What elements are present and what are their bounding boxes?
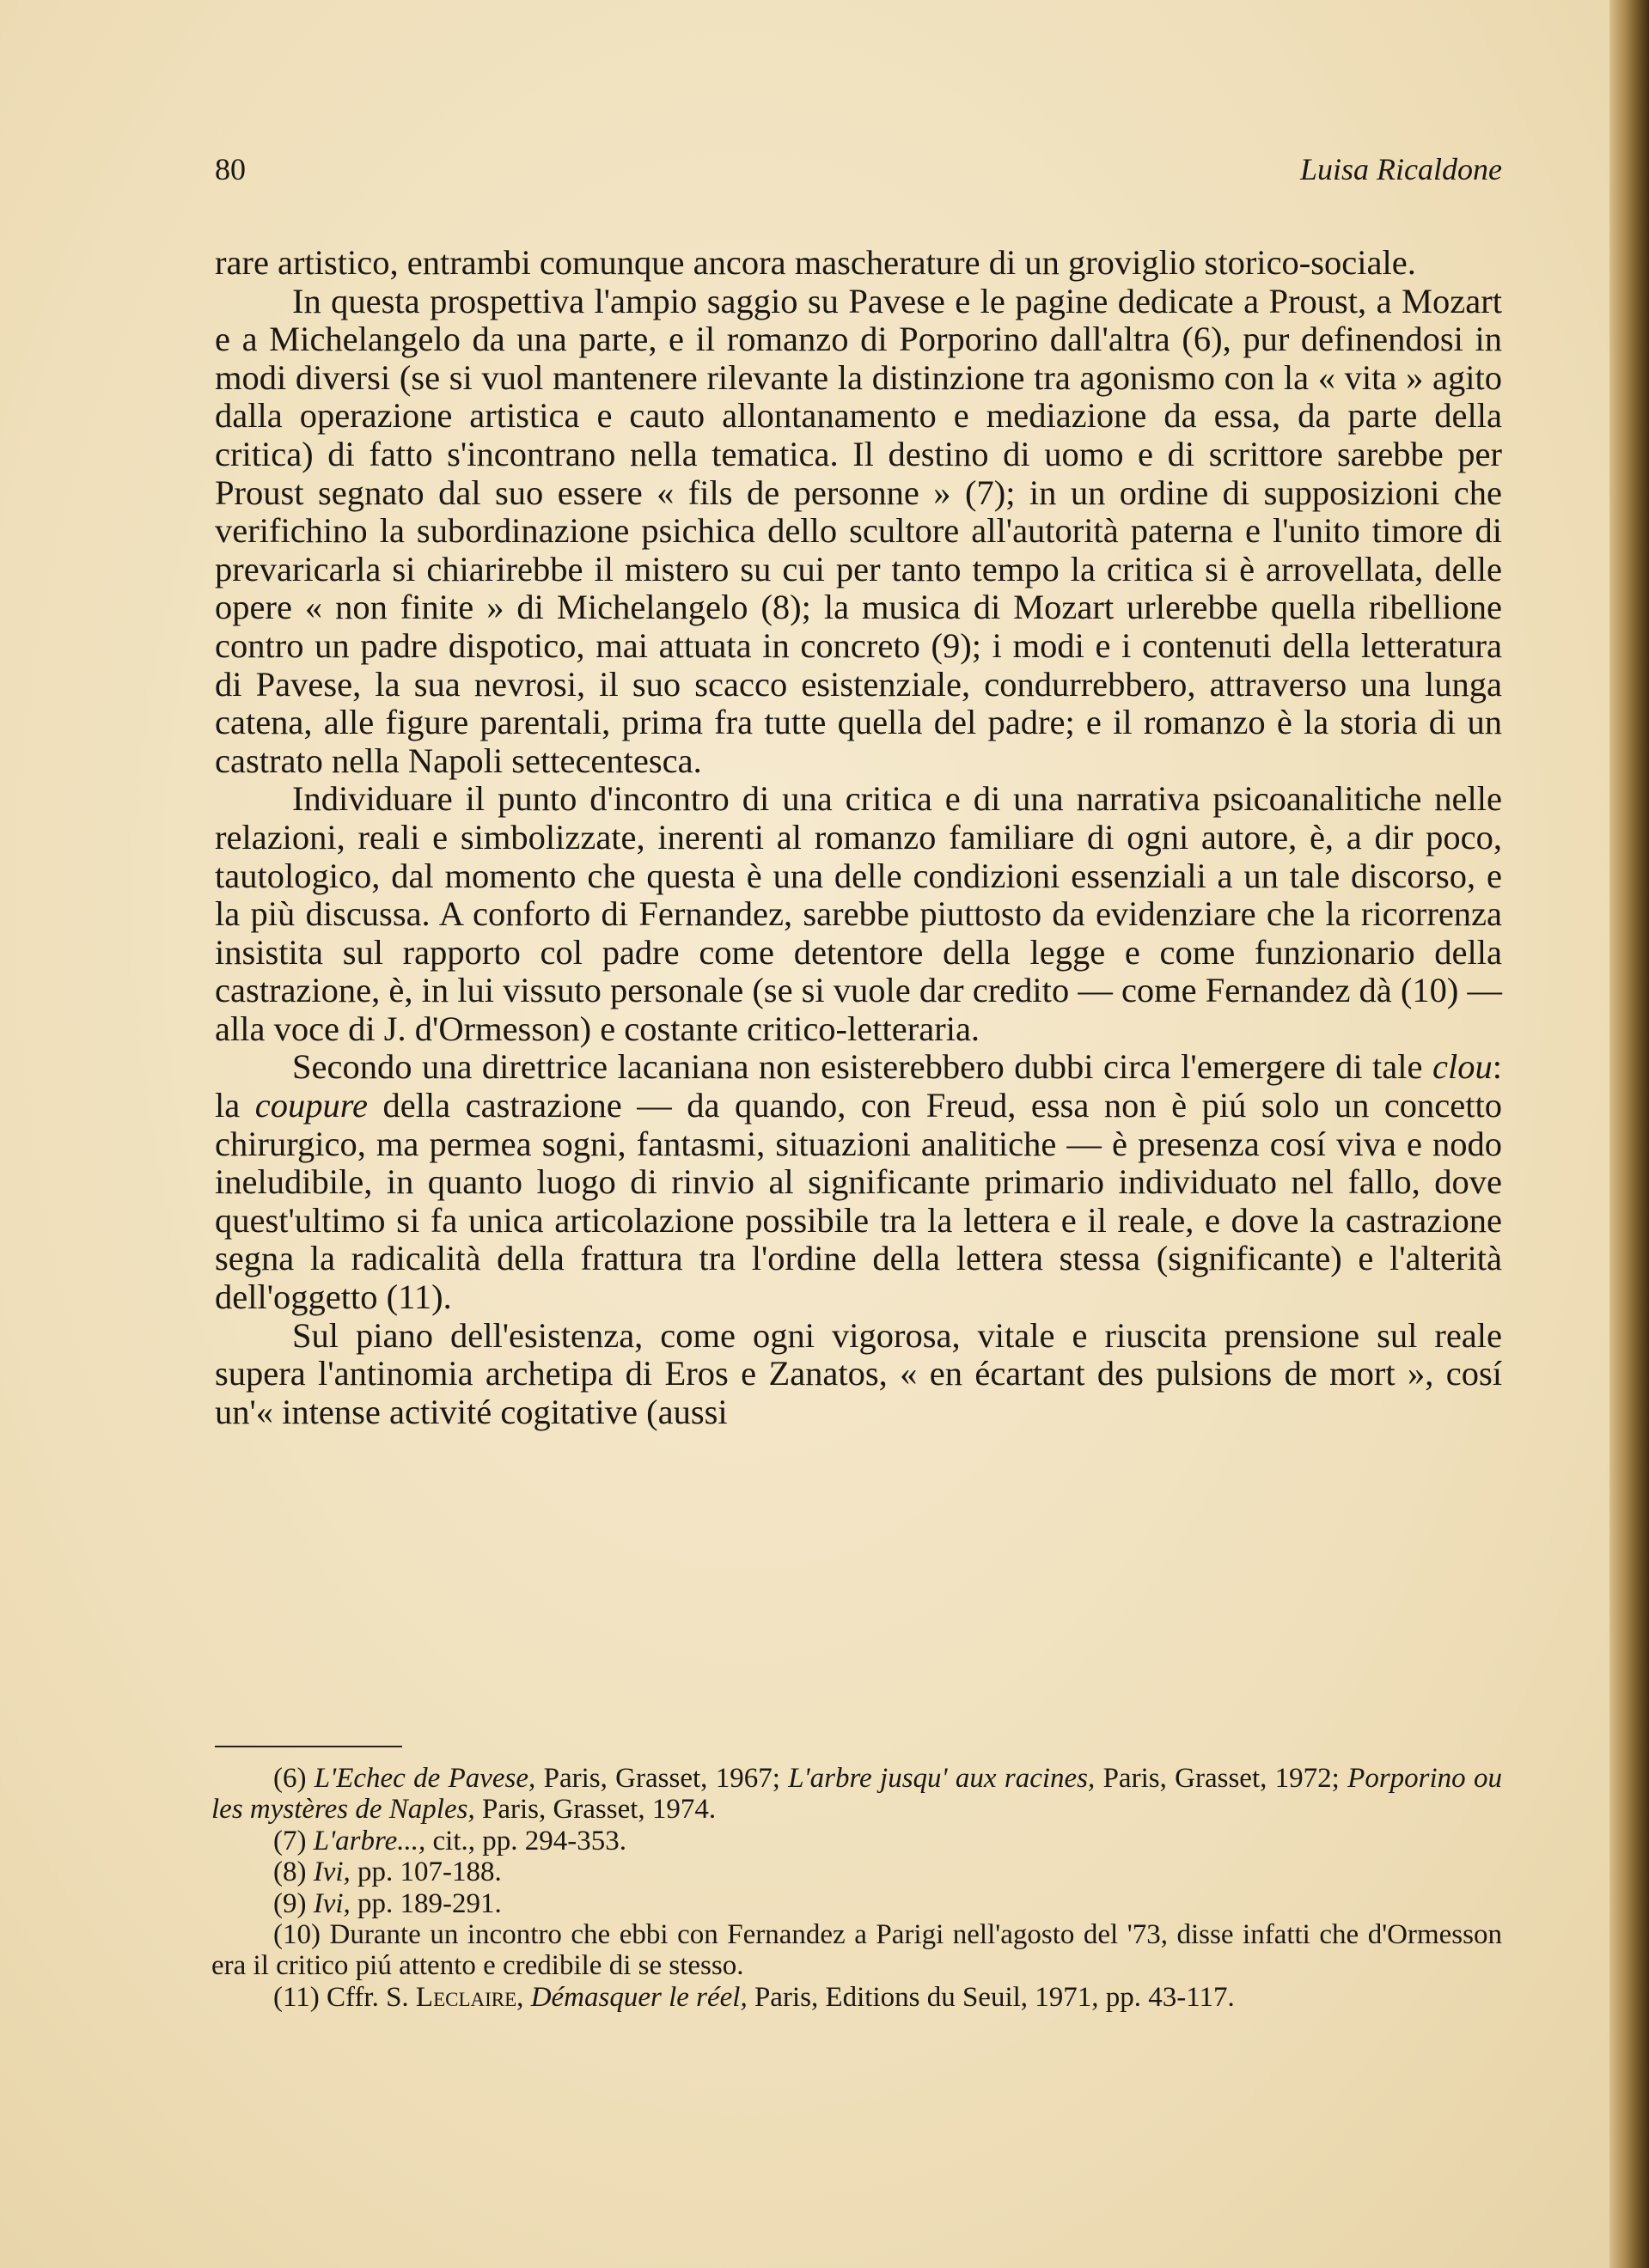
footnote-11-text-a: (11) Cffr. S. <box>273 1981 416 2013</box>
footnote-11 <box>211 1982 1502 2013</box>
footnotes <box>211 1763 1502 2013</box>
paragraph-4-text-b: : la <box>215 1047 1502 1125</box>
footnote-8-number: (8) <box>273 1856 314 1888</box>
paragraph-4-text-a: Secondo una direttrice lacaniana non esisterebbero dubbi circa l'emergere di tale <box>292 1047 1432 1087</box>
footnote-7-text: cit., pp. 294-353. <box>425 1825 626 1856</box>
paragraph-5: Sul piano dell'esistenza, come ogni vigorosa, vitale e riuscita prensione sul reale supera l'antinomia archetipa di Eros e Zanatos, « en écartant des pulsions de mort », cosí un'« intense activité cogitative (aussi <box>215 1315 1502 1431</box>
footnote-11-author: Leclaire, <box>415 1981 524 2013</box>
footnote-7 <box>211 1826 1502 1856</box>
footnote-6-title-3: Porporino ou les mystères de Naples, <box>211 1763 1502 1826</box>
footnote-6-title-1: L'Echec de Pavese, <box>314 1763 536 1794</box>
paragraph-4-clou: clou <box>1432 1047 1493 1087</box>
footnote-6 <box>211 1763 1502 1826</box>
paragraph-4-coupure: coupure <box>254 1086 368 1125</box>
paragraph-4-text-c: della castrazione — da quando, con Freud, essa non è piú solo un concetto chirurgico, ma permea sogni, fantasmi, situazioni analitiche — è presenza cosí viva e nodo ineludibile, in quanto luogo di rinvio al significante primario individuato nel fallo, dove quest'ultimo si fa unica articolazione possibile tra la lettera e il reale, e dove la castrazione segna la radicalità della frattura tra l'ordine della lettera stessa (significante) e l'alterità dell'oggetto (11). <box>215 1086 1502 1317</box>
footnote-7-number: (7) <box>273 1825 314 1856</box>
footnote-8 <box>211 1856 1502 1887</box>
footnote-6-text-3: Paris, Grasset, 1974. <box>474 1794 717 1826</box>
footnote-11-space <box>523 1982 530 2013</box>
footnote-7-title: L'arbre..., <box>313 1825 426 1856</box>
paragraph-4 <box>215 1048 1502 1316</box>
paragraph-3: Individuare il punto d'incontro di una critica e di una narrativa psicoanalitiche nelle relazioni, reali e simbolizzate, inerenti al romanzo familiare di ogni autore, è, a dir poco, tautologico, dal momento che questa è una delle condizioni essenziali a un tale discorso, e la più discussa. A conforto di Fernandez, sarebbe piuttosto da evidenziare che la ricorrenza insistita sul rapporto col padre come detentore della legge e come funzionario della castrazione, è, in lui vissuto personale (se si vuole dar credito — come Fernandez dà (10) — alla voce di J. d'Ormesson) e costante critico-letteraria. <box>215 779 1503 1048</box>
footnote-11-title: Démasquer le réel, <box>530 1981 748 2013</box>
footnote-6-title-2: L'arbre jusqu' aux racines, <box>788 1763 1096 1794</box>
footnote-11-text-b: Paris, Editions du Seuil, 1971, pp. 43-117. <box>747 1981 1235 2013</box>
running-head-author: Luisa Ricaldone <box>1300 152 1502 186</box>
footnote-9 <box>211 1888 1502 1919</box>
page-number: 80 <box>215 152 246 186</box>
footnote-6-text-2: Paris, Grasset, 1972; <box>1095 1763 1348 1794</box>
footnote-9-title: Ivi, <box>313 1887 351 1919</box>
footnote-8-text: pp. 107-188. <box>350 1856 502 1888</box>
footnote-rule <box>215 1746 402 1747</box>
footnote-6-text-1: Paris, Grasset, 1967; <box>535 1763 789 1794</box>
paragraph-1: rare artistico, entrambi comunque ancora mascherature di un groviglio storico-sociale. <box>215 243 1416 282</box>
page-header <box>215 151 1502 194</box>
footnote-8-title: Ivi, <box>313 1856 351 1888</box>
page-edge <box>1609 0 1649 2268</box>
footnote-6-number: (6) <box>273 1763 315 1794</box>
footnote-9-number: (9) <box>273 1887 314 1919</box>
footnote-10: (10) Durante un incontro che ebbi con Fernandez a Parigi nell'agosto del '73, disse infatti che d'Ormesson era il critico piú attento e credibile di se stesso. <box>211 1919 1502 1982</box>
footnote-9-text: pp. 189-291. <box>350 1887 502 1919</box>
paragraph-2: In questa prospettiva l'ampio saggio su Pavese e le pagine dedicate a Proust, a Mozart e a Michelangelo da una parte, e il romanzo di Porporino dall'altra (6), pur definendosi in modi diversi (se si vuol mantenere rilevante la distinzione tra agonismo con la « vita » agito dalla operazione artistica e cauto allontanamento e mediazione da essa, da parte della critica) di fatto s'incontrano nella tematica. Il destino di uomo e di scrittore sarebbe per Proust segnato dal suo essere « fils de personne » (7); in un ordine di supposizioni che verifichino la subordinazione psichica dello scultore all'autorità paterna e l'unito timore di prevaricarla si chiarirebbe il mistero su cui per tanto tempo la critica si è arrovellata, delle opere « non finite » di Michelangelo (8); la musica di Mozart urlerebbe quella ribellione contro un padre dispotico, mai attuata in concreto (9); i modi e i contenuti della letteratura di Pavese, la sua nevrosi, il suo scacco esistenziale, condurrebbero, attraverso una lunga catena, alle figure parentali, prima fra tutte quella del padre; e il romanzo è la storia di un castrato nella Napoli settecentesca. <box>215 281 1502 780</box>
body-text <box>215 244 1502 1431</box>
